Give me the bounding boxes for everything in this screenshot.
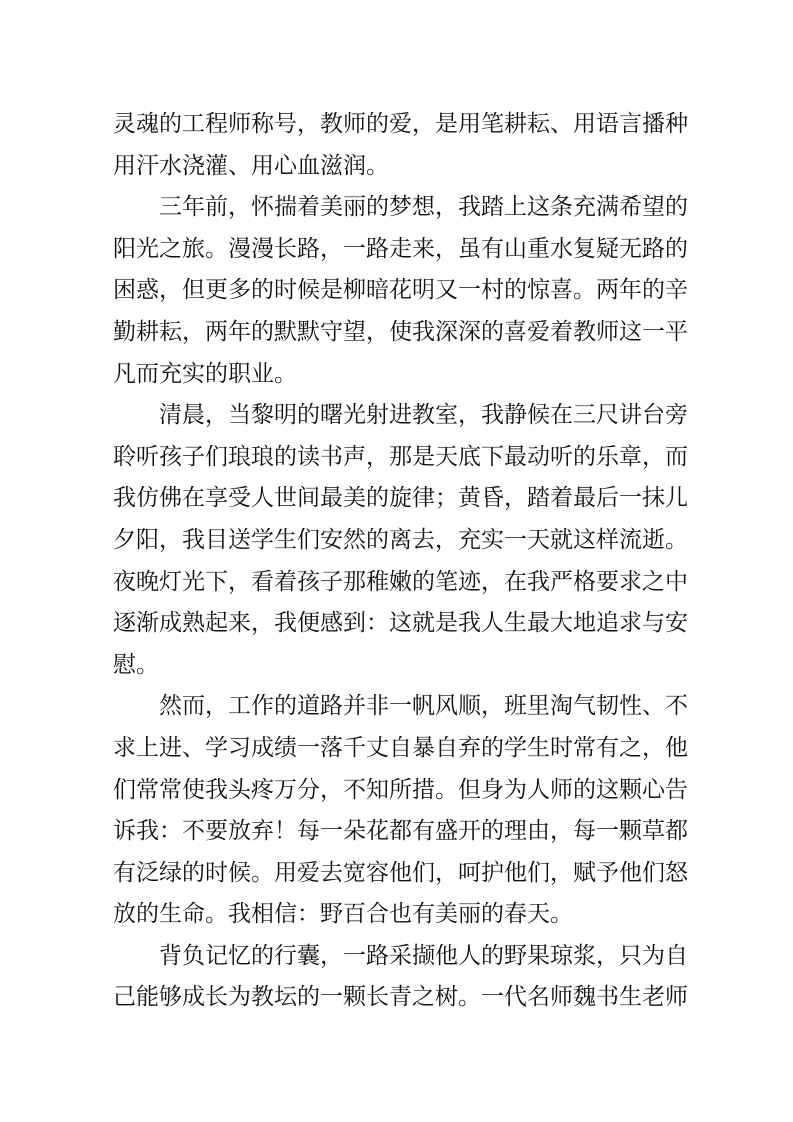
paragraph: 灵魂的工程师称号，教师的爱，是用笔耕耘、用语言播种用汗水浇灌、用心血滋润。 bbox=[113, 111, 688, 179]
paragraph: 三年前，怀揣着美丽的梦想，我踏上这条充满希望的阳光之旅。漫漫长路，一路走来，虽有山重水复疑无路的困惑，但更多的时候是柳暗花明又一村的惊喜。两年的辛勤耕耘，两年的默默守望，使我深深的喜爱着教师这一平凡而充实的职业。 bbox=[113, 194, 688, 387]
paragraph: 然而，工作的道路并非一帆风顺，班里淘气韧性、不求上进、学习成绩一落千丈自暴自弃的学生时常有之，他们常常使我头疼万分，不知所措。但身为人师的这颗心告诉我：不要放弃！每一朵花都有盛开的理由，每一颗草都有泛绿的时候。用爱去宽容他们，呵护他们，赋予他们怒放的生命。我相信：野百合也有美丽的春天。 bbox=[113, 693, 688, 928]
paragraph: 清晨，当黎明的曙光射进教室，我静候在三尺讲台旁聆听孩子们琅琅的读书声，那是天底下最动听的乐章，而我仿佛在享受人世间最美的旋律；黄昏，踏着最后一抹儿夕阳，我目送学生们安然的离去，充实一天就这样流逝。夜晚灯光下，看着孩子那稚嫩的笔迹，在我严格要求之中逐渐成熟起来，我便感到：这就是我人生最大地追求与安慰。 bbox=[113, 402, 688, 678]
paragraph: 背负记忆的行囊，一路采撷他人的野果琼浆，只为自己能够成长为教坛的一颗长青之树。一代名师魏书生老师 bbox=[113, 942, 688, 1011]
document-body-text bbox=[113, 104, 688, 1019]
